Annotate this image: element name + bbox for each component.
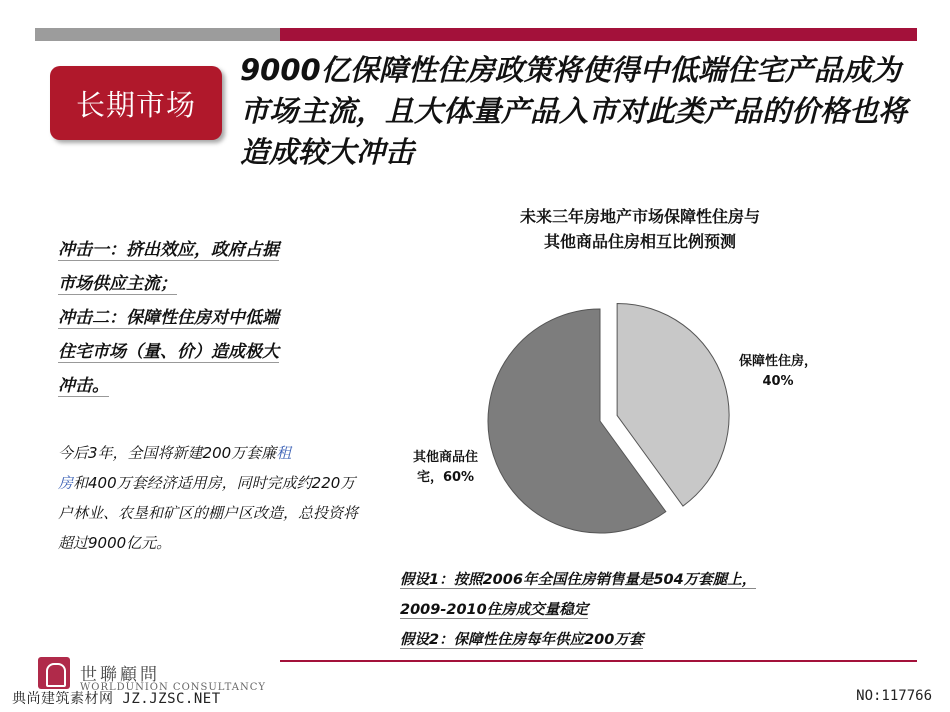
plan-text: 今后3年，全国将新建200万套廉: [58, 444, 277, 462]
label-guarantee: [728, 352, 828, 392]
serial-number: NO:117766: [856, 688, 932, 704]
assumptions: [400, 565, 880, 655]
slide-headline: 9000亿保障性住房政策将使得中低端住宅产品成为市场主流，且大体量产品入市对此类产品的价格也将造成较大冲击: [240, 53, 908, 169]
footer-divider: [280, 660, 917, 662]
impact-line: 住宅市场（量、价）造成极大: [58, 342, 279, 362]
plan-text: 和400万套经济适用房，同时完成约220万户林业、农垦和矿区的棚户区改造，总投资将超过9000亿元。: [58, 474, 359, 552]
assumption-line: 假设2：保障性住房每年供应200万套: [400, 632, 644, 648]
section-tag-label: 长期市场: [75, 87, 196, 122]
chart-title-line: 未来三年房地产市场保障性住房与: [519, 207, 760, 226]
chart-title: [440, 204, 840, 254]
chart-title-line: 其他商品住房相互比例预测: [543, 232, 736, 251]
top-grey-bar: [35, 28, 280, 41]
impact-line: 市场供应主流；: [58, 274, 177, 294]
label-other: [398, 448, 493, 488]
company-name-en: WORLDUNION CONSULTANCY: [80, 682, 266, 693]
top-red-bar: [280, 28, 917, 41]
pie-chart: [470, 295, 750, 545]
company-name: 世聯顧問: [80, 665, 160, 685]
assumption-line: 假设1：按照2006年全国住房销售量是504万套腿上，: [400, 572, 757, 588]
label-guarantee-name: 保障性住房，: [738, 354, 817, 369]
plan-link-text[interactable]: 房: [58, 474, 74, 492]
label-other-name: 其他商品住: [412, 450, 478, 465]
section-tag: [50, 66, 222, 140]
assumption-line: 2009-2010住房成交量稳定: [400, 602, 589, 618]
plan-paragraph: [58, 438, 358, 558]
label-other-value: 宅，60%: [416, 470, 475, 485]
impact-line: 冲击二：保障性住房对中低端: [58, 308, 279, 328]
impact-list: [58, 233, 348, 403]
company-logo-icon: [38, 657, 70, 689]
site-watermark: 典尚建筑素材网 JZ.JZSC.NET: [12, 691, 221, 707]
label-guarantee-value: 40%: [762, 374, 794, 389]
impact-line: 冲击。: [58, 376, 109, 396]
impact-line: 冲击一：挤出效应，政府占据: [58, 240, 279, 260]
plan-link-text[interactable]: 租: [276, 444, 292, 462]
